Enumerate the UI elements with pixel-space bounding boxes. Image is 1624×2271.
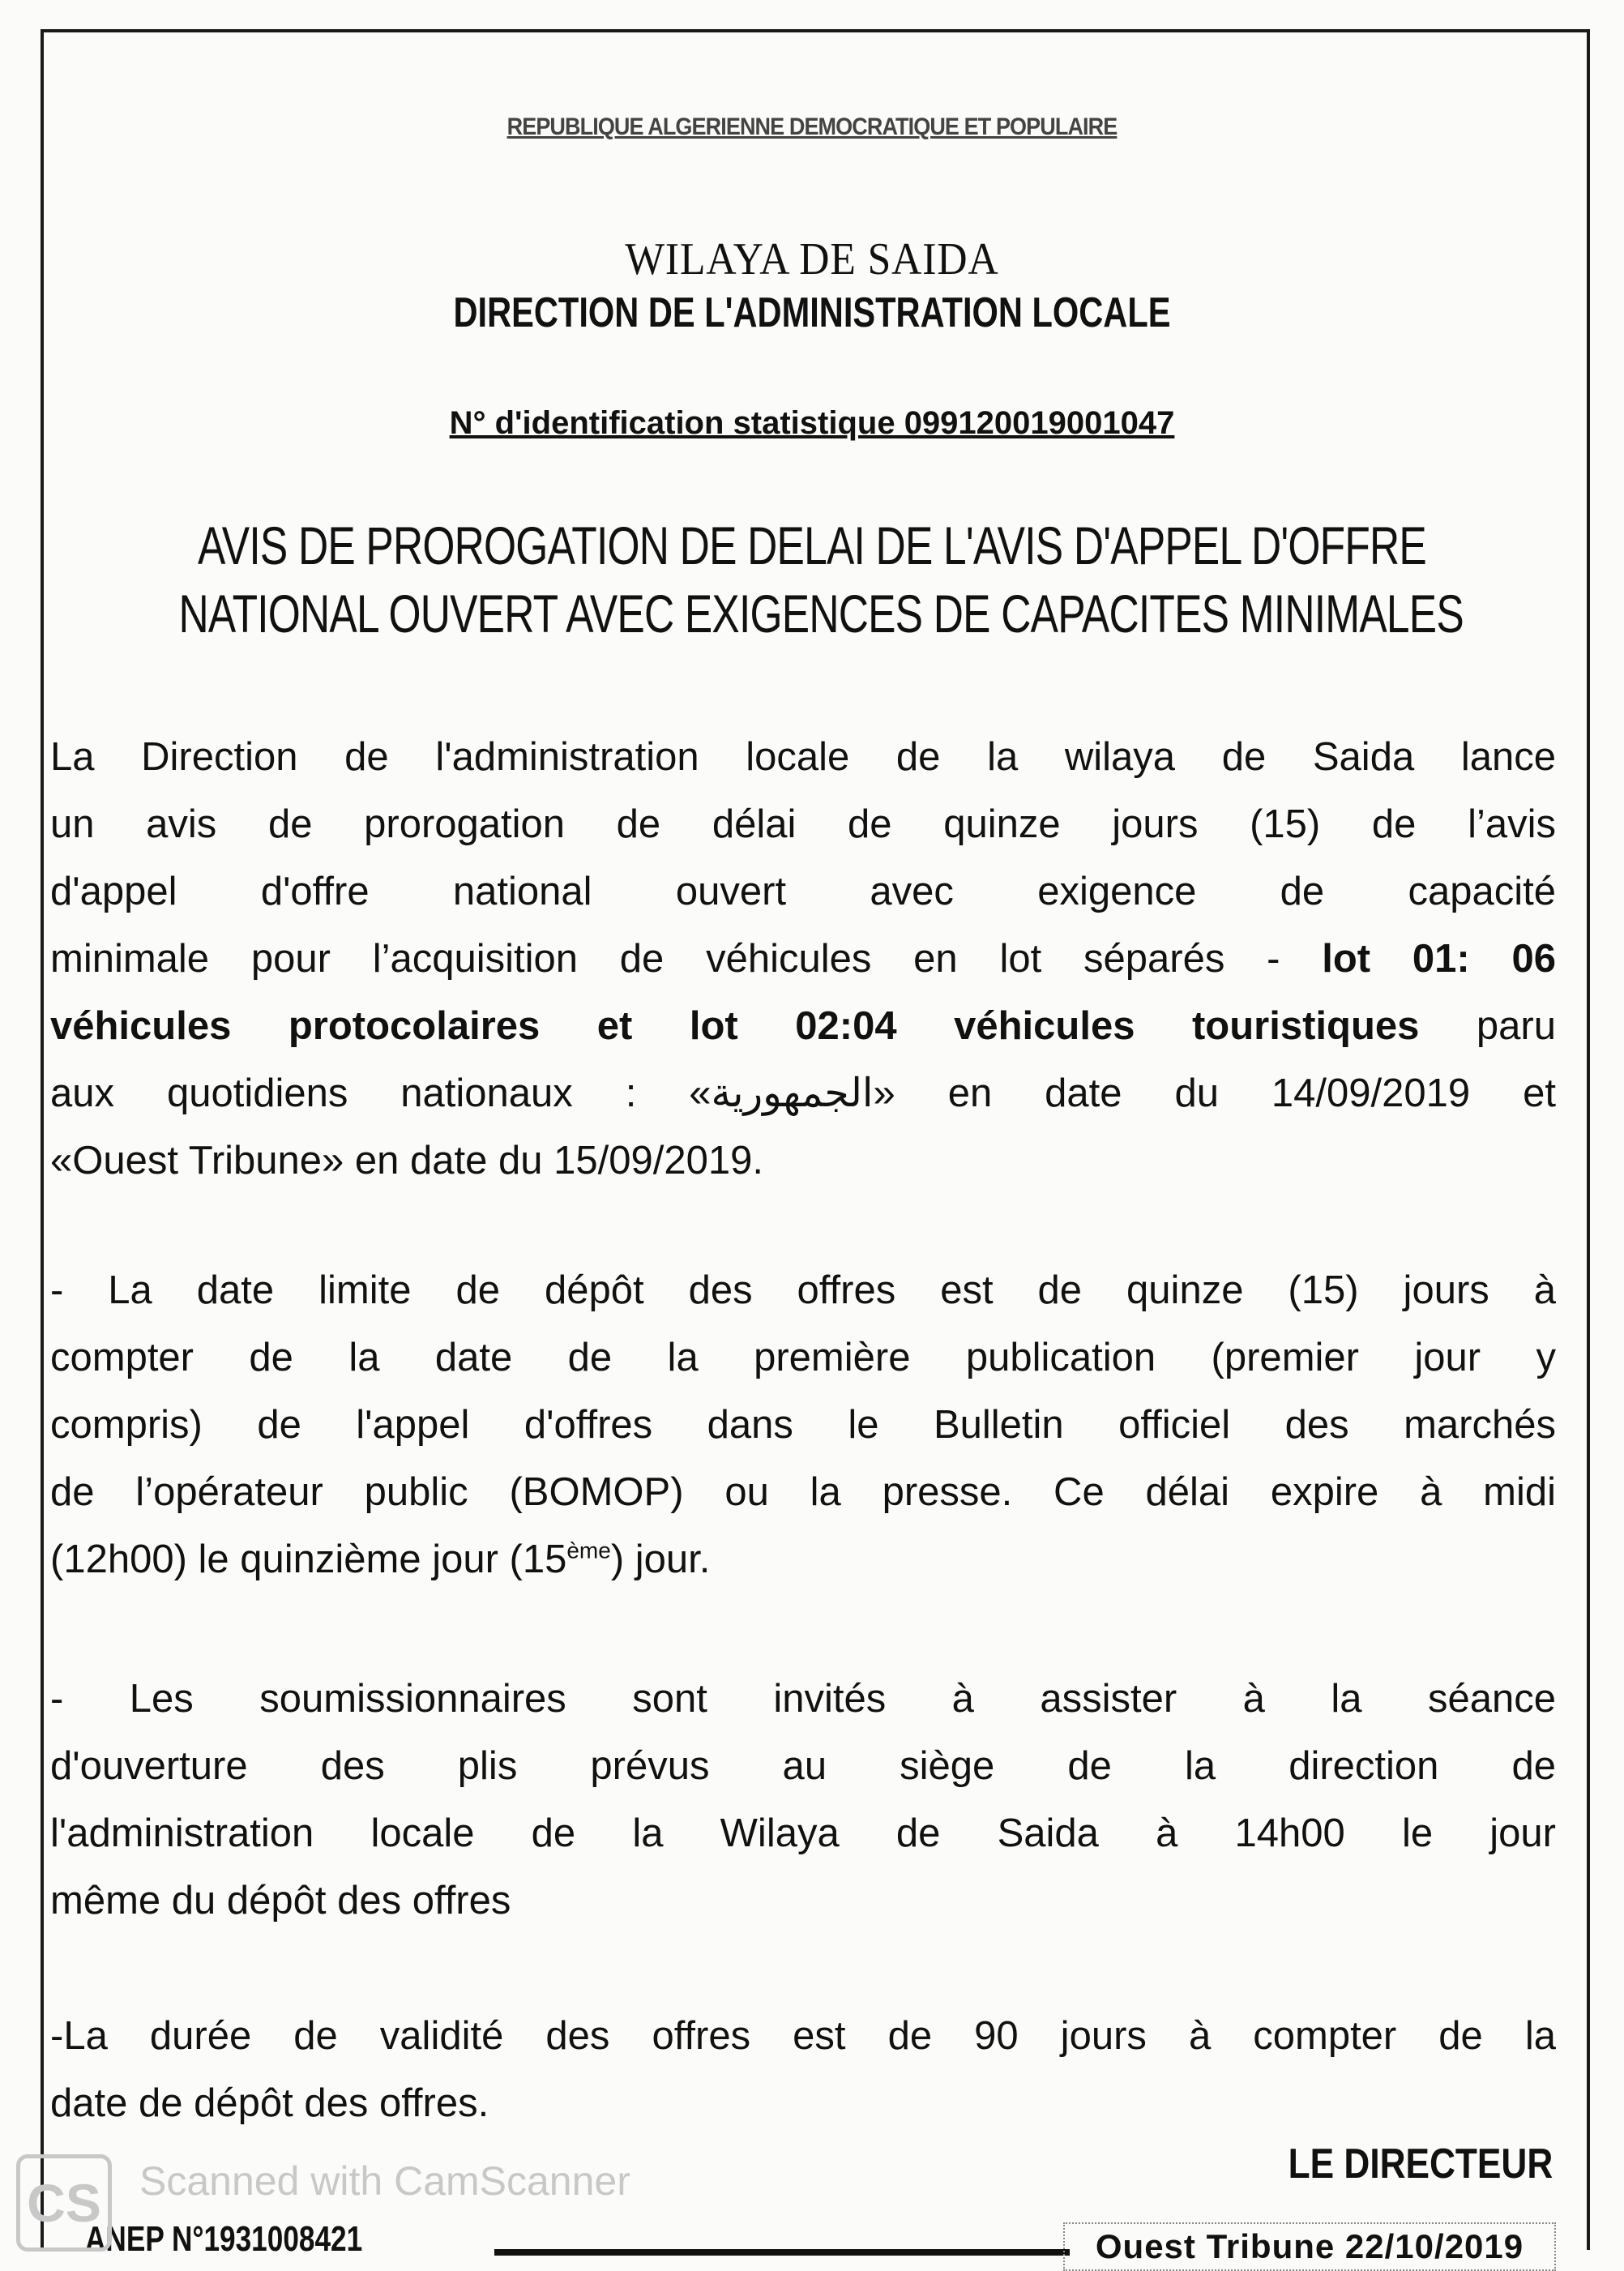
anep-number: ANEP N°1931008421 bbox=[85, 2219, 363, 2259]
statistical-id: N° d'identification statistique 099120019001047 bbox=[449, 405, 1175, 441]
text-segment: aux quotidiens nationaux : « bbox=[50, 1071, 712, 1115]
text-segment: paru bbox=[1419, 1004, 1556, 1048]
text-line: - La date limite de dépôt des offres est de quinze (15) jours à bbox=[50, 1268, 1556, 1312]
text-line: date de dépôt des offres. bbox=[50, 2081, 489, 2125]
text-line: de l’opérateur public (BOMOP) ou la presse. Ce délai expire à midi bbox=[50, 1470, 1556, 1514]
text-line: d'appel d'offre national ouvert avec exigence de capacité bbox=[50, 870, 1556, 913]
paragraph-opening-session bbox=[50, 1666, 1556, 1935]
text-line bbox=[50, 926, 1556, 993]
text-line: d'ouverture des plis prévus au siège de la direction de bbox=[50, 1744, 1556, 1788]
lot-1-bold: lot 01: 06 bbox=[1322, 937, 1557, 981]
paragraph-announcement bbox=[50, 724, 1556, 1195]
text-segment: ) jour. bbox=[610, 1538, 711, 1581]
text-segment: (12h00) le quinzième jour (15 bbox=[50, 1538, 567, 1581]
text-line bbox=[50, 993, 1556, 1060]
text-line: -La durée de validité des offres est de 90 jours à compter de la bbox=[50, 2014, 1556, 2058]
text-line bbox=[50, 1526, 1556, 1593]
text-line: même du dépôt des offres bbox=[50, 1879, 511, 1922]
notice-title-line-2: NATIONAL OUVERT AVEC EXIGENCES DE CAPACITES MINIMALES bbox=[178, 584, 1464, 644]
scanner-watermark: Scanned with CamScanner bbox=[139, 2158, 630, 2204]
paragraph-validity bbox=[50, 2003, 1556, 2137]
wilaya-heading: WILAYA DE SAIDA bbox=[625, 234, 999, 284]
paragraph-deadline bbox=[50, 1257, 1556, 1593]
text-line: l'administration locale de la Wilaya de Saida à 14h00 le jour bbox=[50, 1811, 1556, 1855]
text-line: compris) de l'appel d'offres dans le Bulletin officiel des marchés bbox=[50, 1403, 1556, 1447]
text-line: - Les soumissionnaires sont invités à assister à la séance bbox=[50, 1677, 1556, 1721]
text-segment: » en date du 14/09/2019 et bbox=[873, 1071, 1556, 1115]
text-line: compter de la date de la première publication (premier jour y bbox=[50, 1336, 1556, 1379]
publication-stamp: Ouest Tribune 22/10/2019 bbox=[1063, 2222, 1556, 2271]
text-line: «Ouest Tribune» en date du 15/09/2019. bbox=[50, 1139, 763, 1183]
text-segment: minimale pour l’acquisition de véhicules en lot séparés - bbox=[50, 937, 1323, 981]
notice-title-line-1: AVIS DE PROROGATION DE DELAI DE L'AVIS D'APPEL D'OFFRE bbox=[198, 515, 1426, 575]
text-line: un avis de prorogation de délai de quinze jours (15) de l’avis bbox=[50, 802, 1556, 846]
signature-title: LE DIRECTEUR bbox=[1288, 2141, 1553, 2188]
superscript: ème bbox=[566, 1538, 611, 1563]
republic-header: REPUBLIQUE ALGERIENNE DEMOCRATIQUE ET POPULAIRE bbox=[506, 113, 1118, 140]
text-line bbox=[50, 1060, 1556, 1127]
footer-rule bbox=[494, 2249, 1070, 2256]
camscanner-logo-icon: CS bbox=[16, 2154, 112, 2252]
direction-heading: DIRECTION DE L'ADMINISTRATION LOCALE bbox=[453, 289, 1171, 336]
text-line: La Direction de l'administration locale de la wilaya de Saida lance bbox=[50, 735, 1556, 779]
lots-bold: véhicules protocolaires et lot 02:04 véhicules touristiques bbox=[50, 1004, 1420, 1048]
arabic-newspaper-name: الجمهورية bbox=[711, 1071, 874, 1115]
